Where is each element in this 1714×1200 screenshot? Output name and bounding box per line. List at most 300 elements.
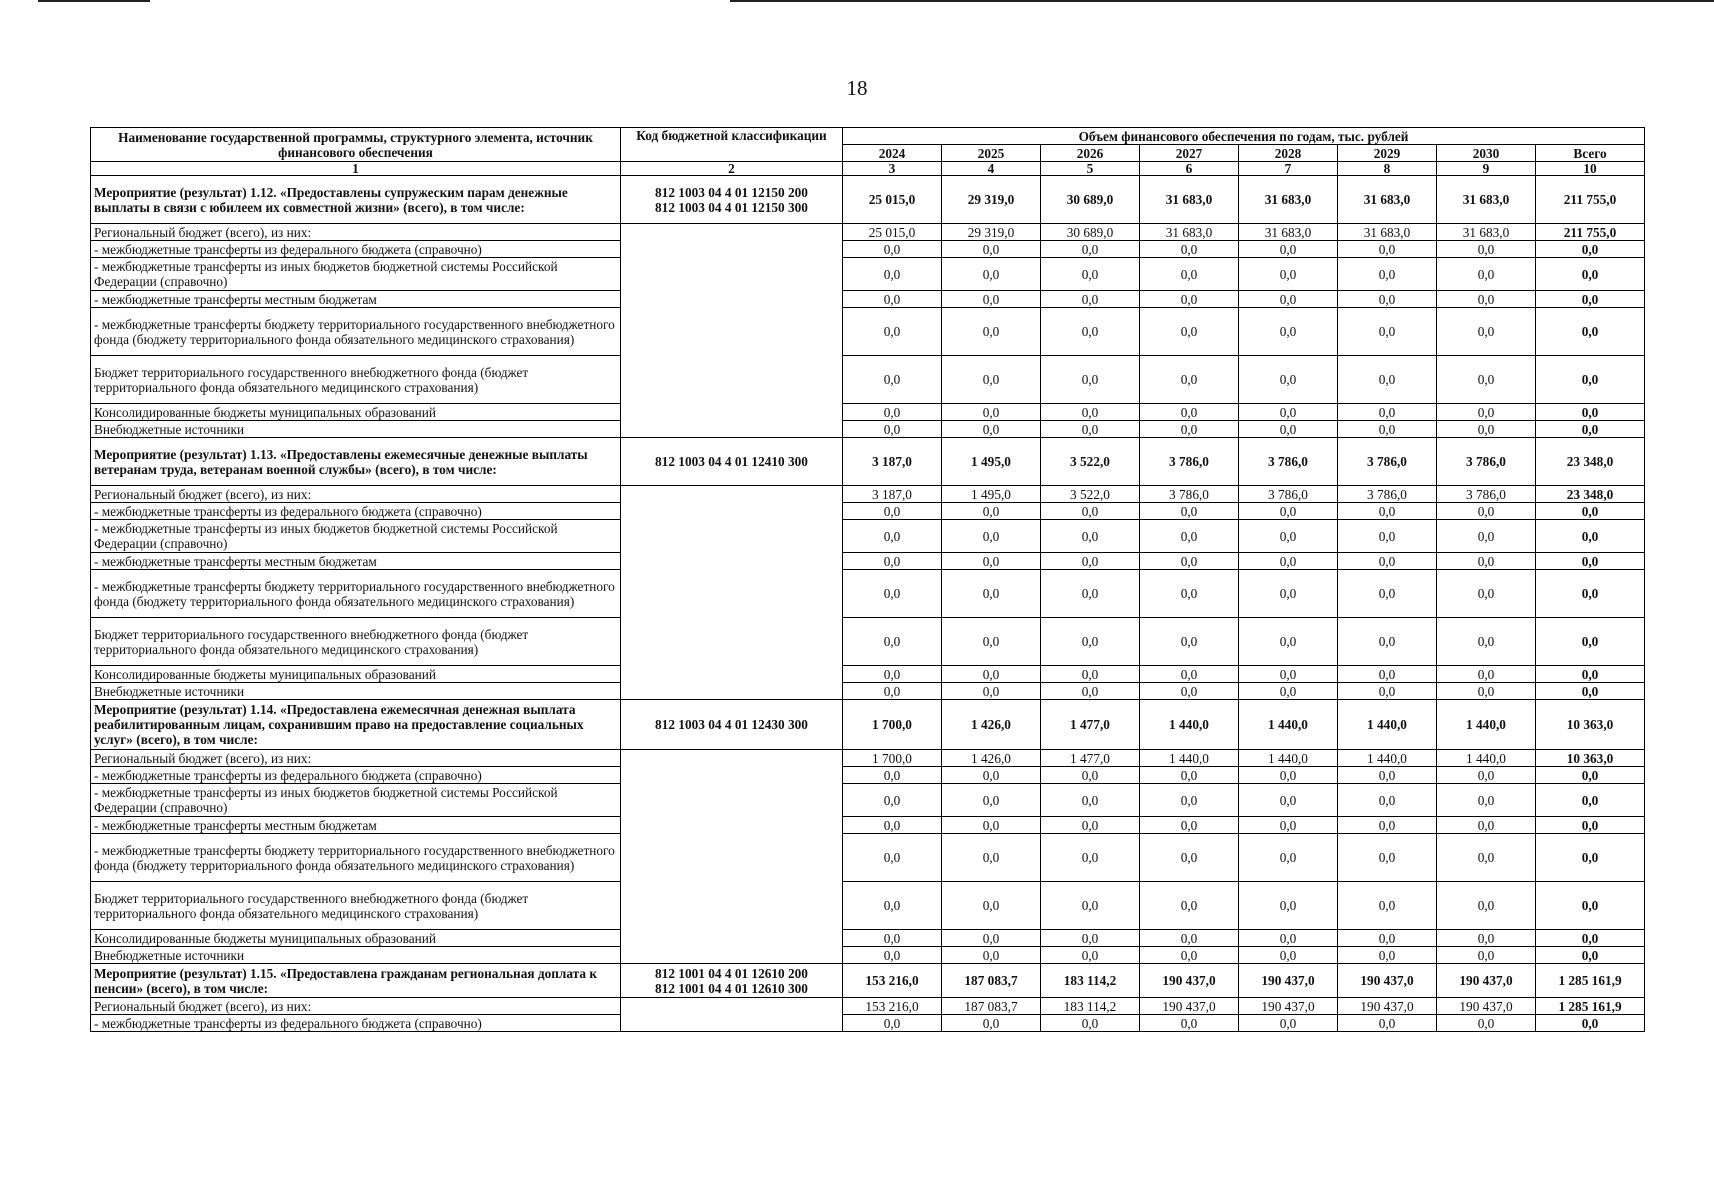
event-title: Мероприятие (результат) 1.13. «Предоставлены ежемесячные денежные выплаты ветеранам труда, ветеранам военной службы» (всего), в том числе: <box>91 438 621 486</box>
budget-code <box>621 438 843 486</box>
value-cell: 0,0 <box>843 882 942 930</box>
row-label: Внебюджетные источники <box>91 421 621 438</box>
table-body <box>91 176 1645 1032</box>
value-cell: 0,0 <box>942 683 1041 700</box>
row-label: Консолидированные бюджеты муниципальных образований <box>91 666 621 683</box>
value-cell: 0,0 <box>942 817 1041 834</box>
budget-code <box>621 964 843 998</box>
value-cell: 187 083,7 <box>942 964 1041 998</box>
value-cell: 0,0 <box>1437 817 1536 834</box>
row-label: - межбюджетные трансферты местным бюджетам <box>91 291 621 308</box>
table-row <box>91 1015 1645 1032</box>
total-cell: 0,0 <box>1536 291 1645 308</box>
budget-code-line: 812 1003 04 4 01 12150 200 <box>655 184 808 200</box>
table-row <box>91 308 1645 356</box>
value-cell: 31 683,0 <box>1437 176 1536 224</box>
row-label: - межбюджетные трансферты местным бюджетам <box>91 817 621 834</box>
table-row <box>91 258 1645 291</box>
value-cell: 0,0 <box>942 553 1041 570</box>
total-cell: 0,0 <box>1536 520 1645 553</box>
table-row <box>91 291 1645 308</box>
value-cell: 153 216,0 <box>843 998 942 1015</box>
value-cell: 0,0 <box>942 404 1041 421</box>
value-cell: 0,0 <box>1041 834 1140 882</box>
event-title: Мероприятие (результат) 1.12. «Предоставлены супружеским парам денежные выплаты в связи с юбилеем их совместной жизни» (всего), в том числе: <box>91 176 621 224</box>
value-cell: 0,0 <box>942 241 1041 258</box>
total-cell: 0,0 <box>1536 503 1645 520</box>
value-cell: 25 015,0 <box>843 224 942 241</box>
value-cell: 0,0 <box>1041 683 1140 700</box>
value-cell: 0,0 <box>1239 258 1338 291</box>
row-label: - межбюджетные трансферты из федерального бюджета (справочно) <box>91 1015 621 1032</box>
value-cell: 0,0 <box>1041 570 1140 618</box>
value-cell: 3 786,0 <box>1140 486 1239 503</box>
row-label: - межбюджетные трансферты из иных бюджетов бюджетной системы Российской Федерации (справочно) <box>91 258 621 291</box>
row-label: - межбюджетные трансферты из иных бюджетов бюджетной системы Российской Федерации (справочно) <box>91 784 621 817</box>
table-row <box>91 947 1645 964</box>
total-cell: 0,0 <box>1536 817 1645 834</box>
table-row <box>91 817 1645 834</box>
value-cell: 3 786,0 <box>1239 486 1338 503</box>
value-cell: 0,0 <box>1437 308 1536 356</box>
total-cell: 211 755,0 <box>1536 176 1645 224</box>
value-cell: 0,0 <box>1239 767 1338 784</box>
value-cell: 0,0 <box>1338 882 1437 930</box>
value-cell: 0,0 <box>843 421 942 438</box>
value-cell: 0,0 <box>1041 817 1140 834</box>
header-year: 2025 <box>942 145 1041 162</box>
value-cell: 0,0 <box>843 291 942 308</box>
value-cell: 0,0 <box>1338 947 1437 964</box>
value-cell: 0,0 <box>843 258 942 291</box>
value-cell: 0,0 <box>1437 947 1536 964</box>
value-cell: 0,0 <box>1140 618 1239 666</box>
row-label: - межбюджетные трансферты из федерального бюджета (справочно) <box>91 767 621 784</box>
value-cell: 0,0 <box>1437 1015 1536 1032</box>
value-cell: 0,0 <box>1140 767 1239 784</box>
total-cell: 0,0 <box>1536 570 1645 618</box>
column-number: 3 <box>843 162 942 176</box>
value-cell: 0,0 <box>1437 404 1536 421</box>
value-cell: 0,0 <box>1338 404 1437 421</box>
table-row <box>91 224 1645 241</box>
value-cell: 0,0 <box>1041 947 1140 964</box>
row-label: Региональный бюджет (всего), из них: <box>91 750 621 767</box>
value-cell: 0,0 <box>1338 421 1437 438</box>
row-label: - межбюджетные трансферты из федерального бюджета (справочно) <box>91 503 621 520</box>
value-cell: 0,0 <box>1338 291 1437 308</box>
value-cell: 1 440,0 <box>1239 700 1338 750</box>
total-cell: 0,0 <box>1536 553 1645 570</box>
value-cell: 0,0 <box>1338 767 1437 784</box>
total-cell: 1 285 161,9 <box>1536 998 1645 1015</box>
table-header <box>91 128 1645 176</box>
value-cell: 0,0 <box>1041 503 1140 520</box>
value-cell: 0,0 <box>843 356 942 404</box>
column-number: 9 <box>1437 162 1536 176</box>
column-number: 1 <box>91 162 621 176</box>
value-cell: 0,0 <box>843 308 942 356</box>
value-cell: 0,0 <box>843 553 942 570</box>
budget-code-line: 812 1003 04 4 01 12430 300 <box>655 717 808 732</box>
table-row <box>91 356 1645 404</box>
value-cell: 0,0 <box>1437 553 1536 570</box>
value-cell: 0,0 <box>1239 930 1338 947</box>
row-label: - межбюджетные трансферты местным бюджетам <box>91 553 621 570</box>
value-cell: 0,0 <box>1437 241 1536 258</box>
value-cell: 3 786,0 <box>1437 486 1536 503</box>
column-number: 6 <box>1140 162 1239 176</box>
value-cell: 0,0 <box>1239 683 1338 700</box>
value-cell: 1 495,0 <box>942 486 1041 503</box>
budget-code-line: 812 1001 04 4 01 12610 200 <box>655 965 808 981</box>
value-cell: 0,0 <box>843 520 942 553</box>
total-cell: 0,0 <box>1536 930 1645 947</box>
row-label: - межбюджетные трансферты из иных бюджетов бюджетной системы Российской Федерации (справочно) <box>91 520 621 553</box>
page-number: 18 <box>846 76 868 100</box>
total-cell: 0,0 <box>1536 618 1645 666</box>
value-cell: 0,0 <box>1437 291 1536 308</box>
total-cell: 0,0 <box>1536 882 1645 930</box>
value-cell: 0,0 <box>1437 683 1536 700</box>
total-cell: 10 363,0 <box>1536 700 1645 750</box>
value-cell: 0,0 <box>843 930 942 947</box>
table-row <box>91 930 1645 947</box>
value-cell: 0,0 <box>1041 666 1140 683</box>
event-row <box>91 176 1645 224</box>
total-cell: 10 363,0 <box>1536 750 1645 767</box>
value-cell: 3 786,0 <box>1140 438 1239 486</box>
value-cell: 0,0 <box>1239 553 1338 570</box>
value-cell: 0,0 <box>1437 618 1536 666</box>
value-cell: 0,0 <box>942 421 1041 438</box>
header-volume: Объем финансового обеспечения по годам, тыс. рублей <box>843 128 1645 145</box>
value-cell: 3 786,0 <box>1437 438 1536 486</box>
value-cell: 0,0 <box>1239 404 1338 421</box>
value-cell: 0,0 <box>942 947 1041 964</box>
value-cell: 1 426,0 <box>942 700 1041 750</box>
value-cell: 0,0 <box>942 570 1041 618</box>
value-cell: 0,0 <box>843 503 942 520</box>
value-cell: 0,0 <box>1437 503 1536 520</box>
value-cell: 190 437,0 <box>1140 998 1239 1015</box>
value-cell: 1 440,0 <box>1140 750 1239 767</box>
value-cell: 0,0 <box>1239 570 1338 618</box>
header-year: 2027 <box>1140 145 1239 162</box>
value-cell: 0,0 <box>1041 356 1140 404</box>
value-cell: 0,0 <box>942 618 1041 666</box>
value-cell: 0,0 <box>843 1015 942 1032</box>
budget-code-empty <box>621 750 843 964</box>
value-cell: 0,0 <box>1041 421 1140 438</box>
value-cell: 29 319,0 <box>942 224 1041 241</box>
row-label: Региональный бюджет (всего), из них: <box>91 224 621 241</box>
value-cell: 0,0 <box>1140 784 1239 817</box>
value-cell: 0,0 <box>942 882 1041 930</box>
total-cell: 23 348,0 <box>1536 486 1645 503</box>
value-cell: 0,0 <box>843 947 942 964</box>
value-cell: 0,0 <box>1239 834 1338 882</box>
budget-code <box>621 700 843 750</box>
value-cell: 1 440,0 <box>1338 750 1437 767</box>
event-title: Мероприятие (результат) 1.14. «Предоставлена ежемесячная денежная выплата реабилитированным лицам, сохранившим право на предоставление социальных услуг» (всего), в том числе: <box>91 700 621 750</box>
value-cell: 0,0 <box>1140 421 1239 438</box>
value-cell: 0,0 <box>1140 308 1239 356</box>
value-cell: 0,0 <box>1140 930 1239 947</box>
scan-edge-right <box>730 0 1714 2</box>
value-cell: 3 786,0 <box>1338 486 1437 503</box>
table-row <box>91 241 1645 258</box>
value-cell: 0,0 <box>1338 356 1437 404</box>
value-cell: 0,0 <box>1338 570 1437 618</box>
column-number: 10 <box>1536 162 1645 176</box>
value-cell: 0,0 <box>1140 520 1239 553</box>
value-cell: 0,0 <box>843 767 942 784</box>
value-cell: 0,0 <box>843 683 942 700</box>
value-cell: 190 437,0 <box>1338 964 1437 998</box>
row-label: Консолидированные бюджеты муниципальных образований <box>91 930 621 947</box>
value-cell: 0,0 <box>1140 834 1239 882</box>
value-cell: 3 522,0 <box>1041 438 1140 486</box>
value-cell: 0,0 <box>1041 241 1140 258</box>
value-cell: 0,0 <box>1437 356 1536 404</box>
value-cell: 29 319,0 <box>942 176 1041 224</box>
value-cell: 0,0 <box>1437 570 1536 618</box>
value-cell: 0,0 <box>1239 308 1338 356</box>
value-cell: 0,0 <box>843 241 942 258</box>
table-row <box>91 683 1645 700</box>
header-year: 2028 <box>1239 145 1338 162</box>
value-cell: 30 689,0 <box>1041 224 1140 241</box>
value-cell: 0,0 <box>843 618 942 666</box>
value-cell: 0,0 <box>1437 784 1536 817</box>
table-row <box>91 666 1645 683</box>
value-cell: 1 440,0 <box>1140 700 1239 750</box>
value-cell: 31 683,0 <box>1338 176 1437 224</box>
value-cell: 0,0 <box>843 570 942 618</box>
value-cell: 0,0 <box>1338 817 1437 834</box>
row-label: - межбюджетные трансферты бюджету территориального государственного внебюджетного фонда (бюджету территориального фонда обязательного медицинского страхования) <box>91 834 621 882</box>
value-cell: 0,0 <box>1338 618 1437 666</box>
column-number: 4 <box>942 162 1041 176</box>
value-cell: 0,0 <box>1041 291 1140 308</box>
value-cell: 0,0 <box>1437 930 1536 947</box>
value-cell: 0,0 <box>942 767 1041 784</box>
value-cell: 0,0 <box>942 1015 1041 1032</box>
value-cell: 0,0 <box>1239 666 1338 683</box>
scan-edge-left <box>38 0 150 2</box>
column-number: 5 <box>1041 162 1140 176</box>
value-cell: 183 114,2 <box>1041 964 1140 998</box>
value-cell: 3 187,0 <box>843 438 942 486</box>
table-row <box>91 882 1645 930</box>
value-cell: 0,0 <box>942 258 1041 291</box>
table-row <box>91 784 1645 817</box>
row-label: Бюджет территориального государственного внебюджетного фонда (бюджет территориального фонда обязательного медицинского страхования) <box>91 356 621 404</box>
row-label: - межбюджетные трансферты бюджету территориального государственного внебюджетного фонда (бюджету территориального фонда обязательного медицинского страхования) <box>91 570 621 618</box>
value-cell: 0,0 <box>1041 404 1140 421</box>
value-cell: 0,0 <box>1041 553 1140 570</box>
value-cell: 187 083,7 <box>942 998 1041 1015</box>
value-cell: 3 786,0 <box>1239 438 1338 486</box>
value-cell: 0,0 <box>1239 241 1338 258</box>
value-cell: 0,0 <box>1140 553 1239 570</box>
value-cell: 0,0 <box>1140 503 1239 520</box>
value-cell: 0,0 <box>1338 258 1437 291</box>
value-cell: 0,0 <box>843 666 942 683</box>
budget-code-line: 812 1001 04 4 01 12610 300 <box>655 980 808 996</box>
value-cell: 30 689,0 <box>1041 176 1140 224</box>
header-year: 2026 <box>1041 145 1140 162</box>
table-row <box>91 486 1645 503</box>
row-label: Региональный бюджет (всего), из них: <box>91 486 621 503</box>
value-cell: 0,0 <box>1338 503 1437 520</box>
value-cell: 1 440,0 <box>1437 700 1536 750</box>
value-cell: 0,0 <box>1338 930 1437 947</box>
value-cell: 0,0 <box>1437 882 1536 930</box>
value-cell: 0,0 <box>1140 947 1239 964</box>
value-cell: 0,0 <box>942 834 1041 882</box>
value-cell: 0,0 <box>1239 817 1338 834</box>
value-cell: 0,0 <box>1239 291 1338 308</box>
budget-code-empty <box>621 998 843 1032</box>
value-cell: 1 700,0 <box>843 700 942 750</box>
value-cell: 0,0 <box>843 817 942 834</box>
value-cell: 0,0 <box>1437 767 1536 784</box>
total-cell: 0,0 <box>1536 258 1645 291</box>
value-cell: 31 683,0 <box>1338 224 1437 241</box>
value-cell: 0,0 <box>1437 520 1536 553</box>
value-cell: 0,0 <box>1041 784 1140 817</box>
value-cell: 3 786,0 <box>1338 438 1437 486</box>
header-year: 2029 <box>1338 145 1437 162</box>
value-cell: 25 015,0 <box>843 176 942 224</box>
budget-code-empty <box>621 224 843 438</box>
total-cell: 0,0 <box>1536 834 1645 882</box>
value-cell: 0,0 <box>843 404 942 421</box>
value-cell: 0,0 <box>843 784 942 817</box>
value-cell: 0,0 <box>1140 241 1239 258</box>
budget-code-line: 812 1003 04 4 01 12410 300 <box>655 454 808 469</box>
table-row <box>91 998 1645 1015</box>
header-year: 2030 <box>1437 145 1536 162</box>
header-code: Код бюджетной классификации <box>621 128 843 162</box>
value-cell: 0,0 <box>942 503 1041 520</box>
budget-code-line: 812 1003 04 4 01 12150 300 <box>655 199 808 215</box>
value-cell: 0,0 <box>1239 356 1338 404</box>
header-name: Наименование государственной программы, структурного элемента, источник финансового обеспечения <box>91 128 621 162</box>
value-cell: 0,0 <box>1338 241 1437 258</box>
value-cell: 0,0 <box>1338 683 1437 700</box>
value-cell: 31 683,0 <box>1239 176 1338 224</box>
value-cell: 0,0 <box>1239 618 1338 666</box>
total-cell: 0,0 <box>1536 404 1645 421</box>
value-cell: 0,0 <box>1437 258 1536 291</box>
table-row <box>91 520 1645 553</box>
row-label: Бюджет территориального государственного внебюджетного фонда (бюджет территориального фонда обязательного медицинского страхования) <box>91 618 621 666</box>
value-cell: 0,0 <box>1041 618 1140 666</box>
value-cell: 0,0 <box>1338 1015 1437 1032</box>
value-cell: 1 440,0 <box>1437 750 1536 767</box>
value-cell: 1 477,0 <box>1041 700 1140 750</box>
value-cell: 0,0 <box>1041 1015 1140 1032</box>
row-label: - межбюджетные трансферты из федерального бюджета (справочно) <box>91 241 621 258</box>
value-cell: 0,0 <box>1140 1015 1239 1032</box>
table-row <box>91 750 1645 767</box>
value-cell: 0,0 <box>1338 784 1437 817</box>
value-cell: 0,0 <box>1041 258 1140 291</box>
total-cell: 0,0 <box>1536 767 1645 784</box>
value-cell: 0,0 <box>942 356 1041 404</box>
value-cell: 1 426,0 <box>942 750 1041 767</box>
table-row <box>91 618 1645 666</box>
value-cell: 0,0 <box>1239 503 1338 520</box>
row-label: Региональный бюджет (всего), из них: <box>91 998 621 1015</box>
value-cell: 0,0 <box>1140 666 1239 683</box>
value-cell: 0,0 <box>1140 882 1239 930</box>
value-cell: 0,0 <box>1239 1015 1338 1032</box>
total-cell: 0,0 <box>1536 241 1645 258</box>
value-cell: 0,0 <box>1437 421 1536 438</box>
value-cell: 0,0 <box>1437 666 1536 683</box>
value-cell: 3 187,0 <box>843 486 942 503</box>
value-cell: 0,0 <box>1239 784 1338 817</box>
value-cell: 190 437,0 <box>1140 964 1239 998</box>
row-label: Внебюджетные источники <box>91 683 621 700</box>
value-cell: 190 437,0 <box>1338 998 1437 1015</box>
value-cell: 0,0 <box>1239 421 1338 438</box>
table-row <box>91 503 1645 520</box>
total-cell: 23 348,0 <box>1536 438 1645 486</box>
event-row <box>91 700 1645 750</box>
table-row <box>91 553 1645 570</box>
total-cell: 0,0 <box>1536 421 1645 438</box>
value-cell: 1 700,0 <box>843 750 942 767</box>
value-cell: 190 437,0 <box>1239 998 1338 1015</box>
value-cell: 0,0 <box>1338 834 1437 882</box>
value-cell: 1 477,0 <box>1041 750 1140 767</box>
budget-code-empty <box>621 486 843 700</box>
value-cell: 190 437,0 <box>1239 964 1338 998</box>
value-cell: 1 495,0 <box>942 438 1041 486</box>
value-cell: 0,0 <box>1140 291 1239 308</box>
row-label: Внебюджетные источники <box>91 947 621 964</box>
event-title: Мероприятие (результат) 1.15. «Предоставлена гражданам региональная доплата к пенсии» (всего), в том числе: <box>91 964 621 998</box>
value-cell: 0,0 <box>1041 308 1140 356</box>
value-cell: 0,0 <box>942 666 1041 683</box>
budget-code <box>621 176 843 224</box>
value-cell: 0,0 <box>1140 258 1239 291</box>
value-cell: 0,0 <box>942 520 1041 553</box>
value-cell: 0,0 <box>1041 520 1140 553</box>
value-cell: 31 683,0 <box>1239 224 1338 241</box>
row-label: Бюджет территориального государственного внебюджетного фонда (бюджет территориального фонда обязательного медицинского страхования) <box>91 882 621 930</box>
header-year: 2024 <box>843 145 942 162</box>
value-cell: 0,0 <box>1437 834 1536 882</box>
value-cell: 0,0 <box>1140 683 1239 700</box>
value-cell: 0,0 <box>1140 817 1239 834</box>
event-row <box>91 438 1645 486</box>
value-cell: 0,0 <box>942 784 1041 817</box>
budget-table <box>90 127 1645 1032</box>
value-cell: 0,0 <box>1239 882 1338 930</box>
value-cell: 31 683,0 <box>1437 224 1536 241</box>
table-row <box>91 421 1645 438</box>
total-cell: 1 285 161,9 <box>1536 964 1645 998</box>
value-cell: 31 683,0 <box>1140 176 1239 224</box>
value-cell: 0,0 <box>1041 767 1140 784</box>
value-cell: 0,0 <box>1239 947 1338 964</box>
